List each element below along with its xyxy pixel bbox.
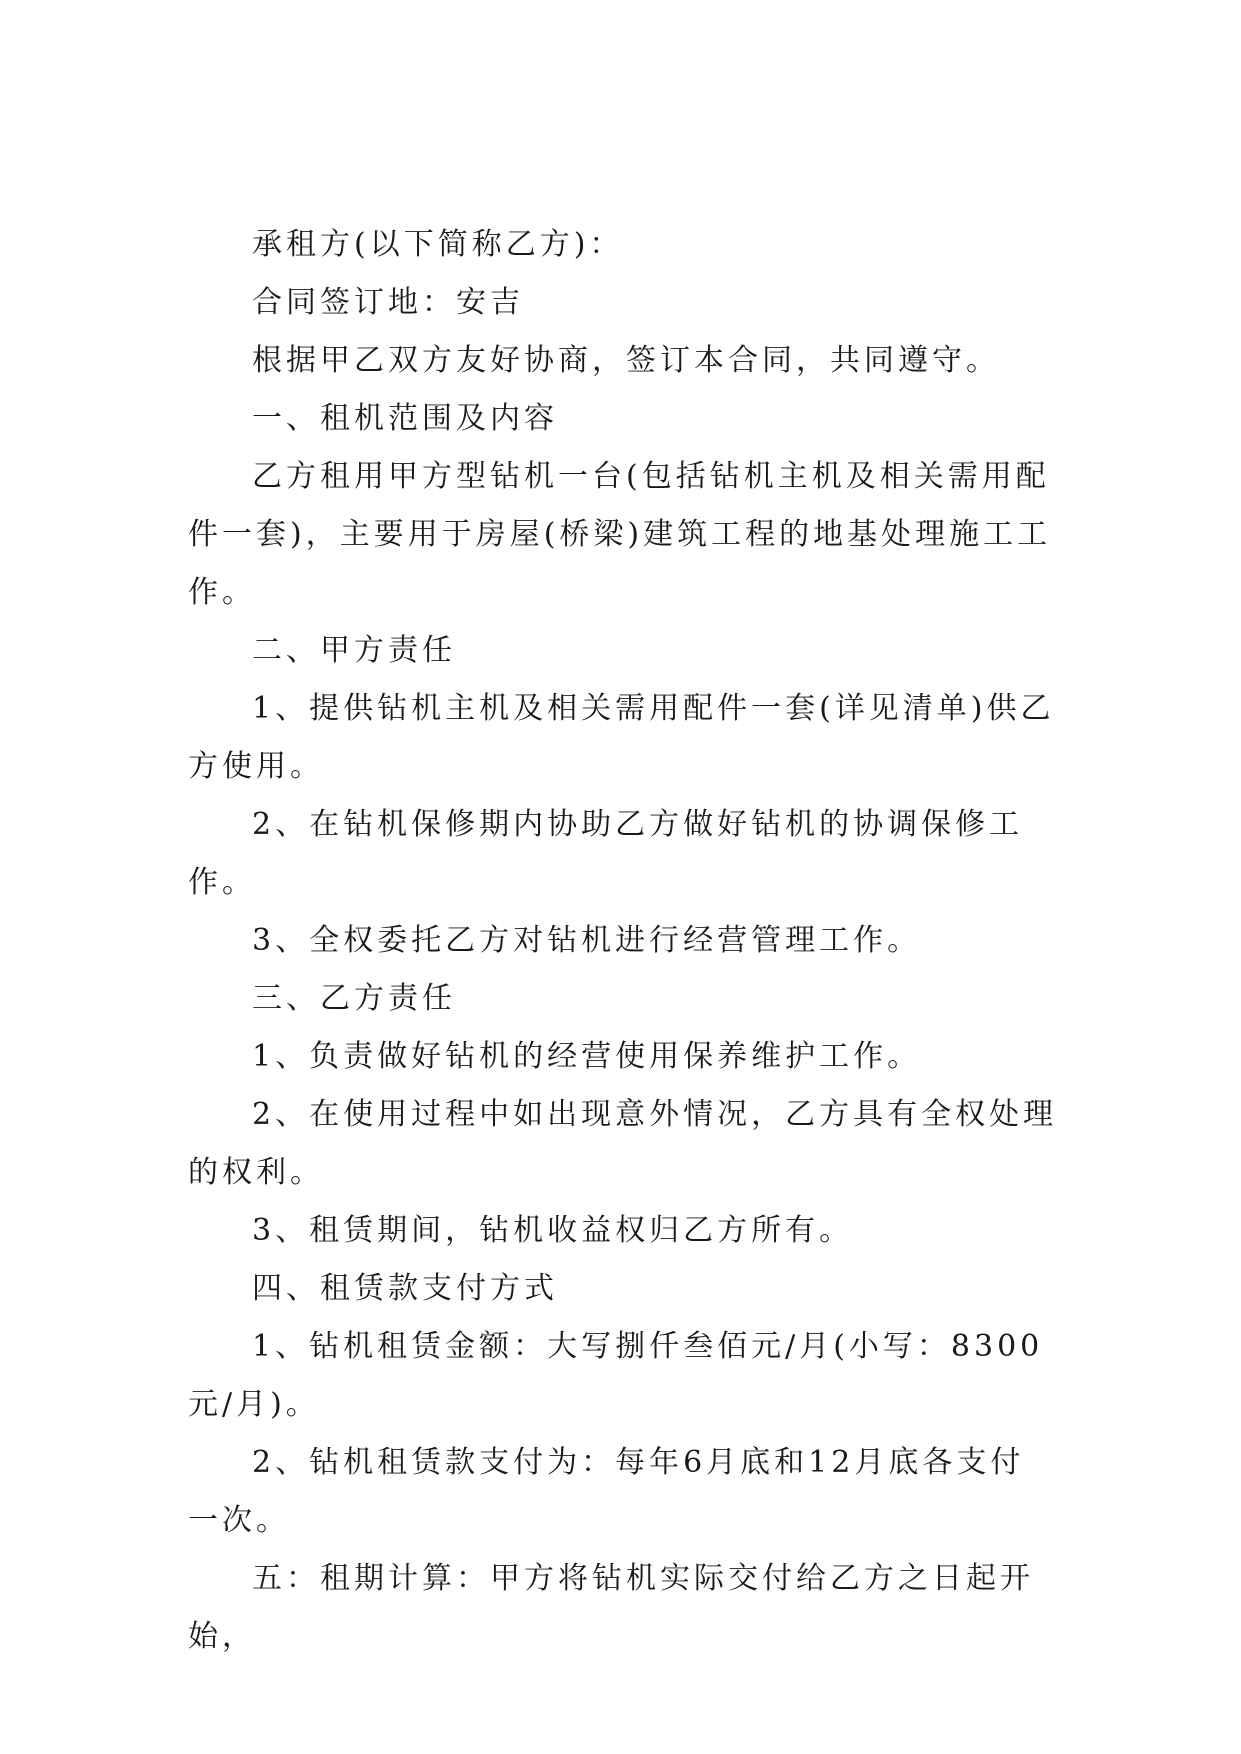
paragraph-party-a-3: 3、全权委托乙方对钻机进行经营管理工作。 [252,923,922,958]
document-body [188,216,1058,1666]
section-heading-4: 四、租赁款支付方式 [252,1271,558,1306]
paragraph-signing-place: 合同签订地：安吉 [252,285,524,320]
paragraph-party-a-2: 2、在钻机保修期内协助乙方做好钻机的协调保修工作。 [188,807,1024,900]
paragraph-party-a-1: 1、提供钻机主机及相关需用配件一套(详见清单)供乙方使用。 [188,691,1055,784]
section-heading-2: 二、甲方责任 [252,633,456,668]
paragraph-payment-1: 1、钻机租赁金额：大写捌仟叁佰元/月(小写：8300元/月)。 [188,1329,1044,1422]
section-heading-3: 三、乙方责任 [252,981,456,1016]
paragraph-scope: 乙方租用甲方型钻机一台(包括钻机主机及相关需用配件一套)，主要用于房屋(桥梁)建筑工程的地基处理施工工作。 [188,459,1052,610]
paragraph-lessee: 承租方(以下简称乙方)： [252,227,624,262]
paragraph-payment-2: 2、钻机租赁款支付为：每年6月底和12月底各支付一次。 [188,1445,1025,1538]
paragraph-party-b-3: 3、租赁期间，钻机收益权归乙方所有。 [252,1213,854,1248]
paragraph-agreement: 根据甲乙双方友好协商，签订本合同，共同遵守。 [252,343,1000,378]
paragraph-term: 五：租期计算：甲方将钻机实际交付给乙方之日起开始， [188,1561,1034,1654]
paragraph-party-b-1: 1、负责做好钻机的经营使用保养维护工作。 [252,1039,922,1074]
paragraph-party-b-2: 2、在使用过程中如出现意外情况，乙方具有全权处理的权利。 [188,1097,1058,1190]
section-heading-1: 一、租机范围及内容 [252,401,558,436]
